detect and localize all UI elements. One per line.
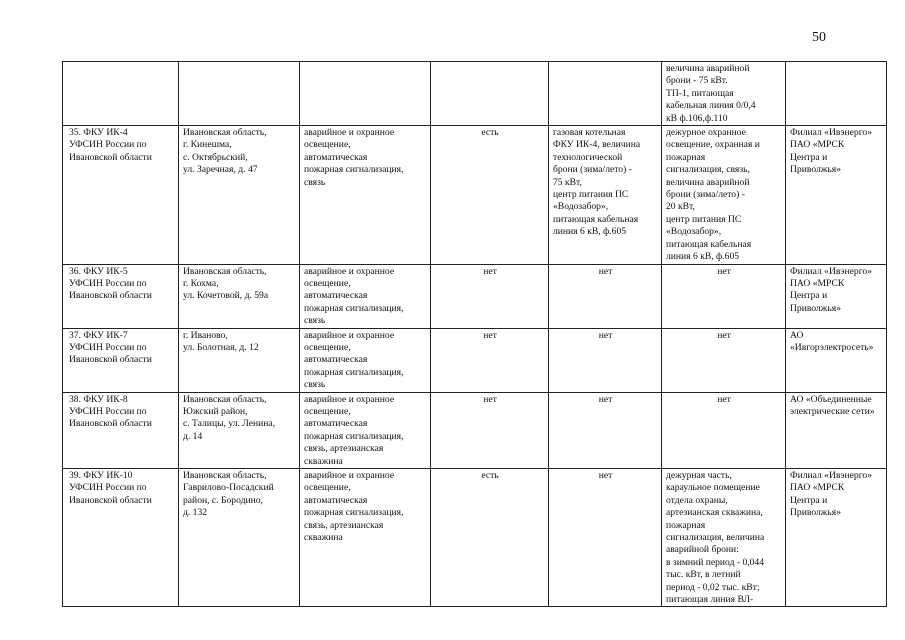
cell-reserve-source: дежурная часть, караульное помещение отдела охраны, артезианская скважина, пожарная сигнализация, величина аварийной брони: в зимний период - 0,044 тыс. кВт, в летний период - 0,02 тыс. кВт; питающая линия ВЛ- xyxy=(662,469,786,607)
cell-main-source xyxy=(549,62,662,126)
cell-own-source: есть xyxy=(431,126,549,264)
cell-consumers xyxy=(300,62,431,126)
cell-reserve-source: нет xyxy=(662,392,786,468)
table-row xyxy=(63,392,887,468)
cell-consumers: аварийное и охранное освещение, автоматическая пожарная сигнализация, связь, артезианская скважина xyxy=(300,469,431,607)
cell-reserve-source: нет xyxy=(662,328,786,392)
table-row xyxy=(63,469,887,607)
cell-main-source: нет xyxy=(549,392,662,468)
table-row xyxy=(63,328,887,392)
cell-reserve-source: дежурное охранное освещение, охранная и пожарная сигнализация, связь, величина аварийной брони (зима/лето) - 20 кВт, центр питания ПС «Водозабор», питающая кабельная линия 6 кВ, ф.605 xyxy=(662,126,786,264)
cell-consumers: аварийное и охранное освещение, автоматическая пожарная сигнализация, связь xyxy=(300,126,431,264)
cell-grid-org: Филиал «Ивэнерго» ПАО «МРСК Центра и Приволжья» xyxy=(786,469,887,607)
cell-name: 37. ФКУ ИК-7 УФСИН России по Ивановской области xyxy=(63,328,179,392)
cell-address: Ивановская область, г. Кохма, ул. Кочетовой, д. 59а xyxy=(179,264,300,328)
cell-address: г. Иваново, ул. Болотная, д. 12 xyxy=(179,328,300,392)
cell-name: 38. ФКУ ИК-8 УФСИН России по Ивановской области xyxy=(63,392,179,468)
cell-own-source xyxy=(431,62,549,126)
cell-main-source: нет xyxy=(549,328,662,392)
cell-grid-org: Филиал «Ивэнерго» ПАО «МРСК Центра и Приволжья» xyxy=(786,126,887,264)
table-row xyxy=(63,126,887,264)
cell-reserve-source: величина аварийной брони - 75 кВт. ТП-1, питающая кабельная линия 0/0,4 кВ ф.106,ф.110 xyxy=(662,62,786,126)
cell-grid-org: Филиал «Ивэнерго» ПАО «МРСК Центра и Приволжья» xyxy=(786,264,887,328)
cell-grid-org: АО «Ивгорэлектросеть» xyxy=(786,328,887,392)
cell-own-source: нет xyxy=(431,328,549,392)
cell-own-source: нет xyxy=(431,392,549,468)
table-row xyxy=(63,264,887,328)
cell-address: Ивановская область, Гаврилово-Посадский район, с. Бородино, д. 132 xyxy=(179,469,300,607)
cell-own-source: есть xyxy=(431,469,549,607)
cell-consumers: аварийное и охранное освещение, автоматическая пожарная сигнализация, связь, артезианская скважина xyxy=(300,392,431,468)
cell-own-source: нет xyxy=(431,264,549,328)
table-row xyxy=(63,62,887,126)
cell-main-source: нет xyxy=(549,469,662,607)
cell-grid-org xyxy=(786,62,887,126)
cell-name: 35. ФКУ ИК-4 УФСИН России по Ивановской области xyxy=(63,126,179,264)
cell-main-source: нет xyxy=(549,264,662,328)
cell-name: 39. ФКУ ИК-10 УФСИН России по Ивановской области xyxy=(63,469,179,607)
cell-main-source: газовая котельная ФКУ ИК-4, величина технологической брони (зима/лето) - 75 кВт, центр питания ПС «Водозабор», питающая кабельная линия 6 кВ, ф.605 xyxy=(549,126,662,264)
data-table xyxy=(62,61,887,607)
cell-consumers: аварийное и охранное освещение, автоматическая пожарная сигнализация, связь xyxy=(300,264,431,328)
cell-address xyxy=(179,62,300,126)
cell-consumers: аварийное и охранное освещение, автоматическая пожарная сигнализация, связь xyxy=(300,328,431,392)
cell-address: Ивановская область, Южский район, с. Талицы, ул. Ленина, д. 14 xyxy=(179,392,300,468)
cell-name: 36. ФКУ ИК-5 УФСИН России по Ивановской области xyxy=(63,264,179,328)
cell-reserve-source: нет xyxy=(662,264,786,328)
cell-grid-org: АО «Объединенные электрические сети» xyxy=(786,392,887,468)
page-number: 50 xyxy=(812,30,826,45)
cell-name xyxy=(63,62,179,126)
cell-address: Ивановская область, г. Кинешма, с. Октябрьский, ул. Заречная, д. 47 xyxy=(179,126,300,264)
